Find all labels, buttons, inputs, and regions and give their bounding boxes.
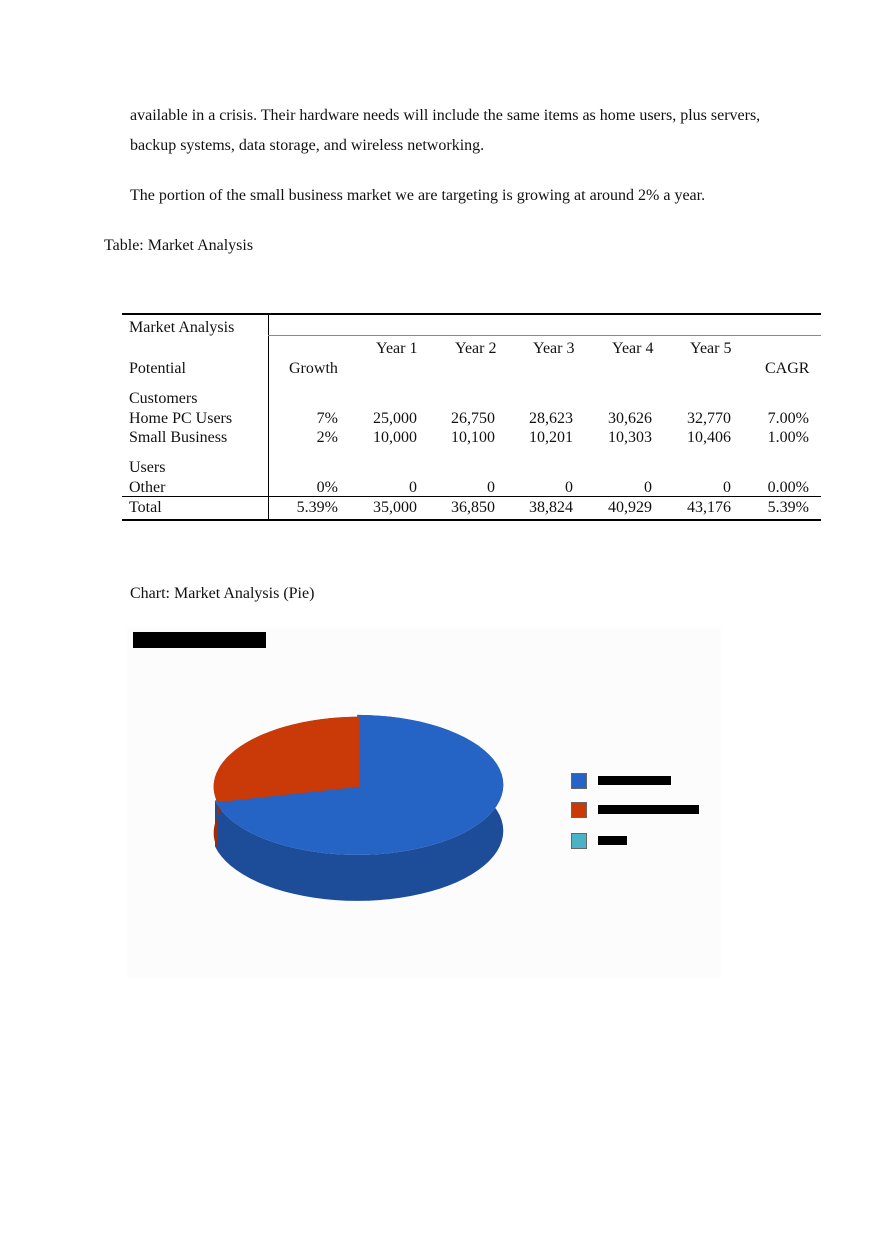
pie-chart [127,628,721,978]
column-header: Potential [129,360,186,377]
table-cell: 5.39% [767,499,809,516]
market-analysis-table [122,313,821,521]
table-divider [268,335,821,336]
table-cell: 25,000 [373,410,417,427]
redacted-legend-label [598,836,627,845]
table-cell: 0.00% [767,479,809,496]
table-cell: 35,000 [373,499,417,516]
table-cell: 36,850 [451,499,495,516]
legend-swatch [571,833,587,849]
table-cell: 38,824 [529,499,573,516]
row-label: Other [129,479,166,496]
table-cell: 0 [565,479,573,496]
redacted-legend-label [598,805,699,814]
table-cell: 26,750 [451,410,495,427]
table-cell: 0% [316,479,338,496]
paragraph-intro [130,101,830,161]
table-cell: 0 [723,479,731,496]
column-header: Year 3 [533,340,575,357]
column-header: Year 2 [455,340,497,357]
column-header: Year 1 [376,340,418,357]
table-cell: 10,406 [687,429,731,446]
table-cell: 2% [316,429,338,446]
table-caption: Table: Market Analysis [104,237,254,254]
row-label: Customers [129,390,198,407]
column-header: Growth [289,360,338,377]
row-label: Users [129,459,166,476]
legend-swatch [571,773,587,789]
table-cell: 28,623 [529,410,573,427]
table-cell: 10,303 [608,429,652,446]
row-label: Home PC Users [129,410,233,427]
paragraph-line: backup systems, data storage, and wireless networking. [130,137,485,154]
table-cell: 10,000 [373,429,417,446]
table-cell: 32,770 [687,410,731,427]
table-cell: 0 [644,479,652,496]
table-cell: 7% [316,410,338,427]
column-header: Year 4 [612,340,654,357]
pie-chart-svg [127,628,721,978]
redacted-legend-label [598,776,671,785]
table-title: Market Analysis [129,319,235,336]
paragraph-growth: The portion of the small business market we are targeting is growing at around 2% a year. [130,187,706,204]
row-label: Total [129,499,162,516]
table-cell: 0 [487,479,495,496]
table-cell: 10,100 [451,429,495,446]
table-cell: 30,626 [608,410,652,427]
chart-caption: Chart: Market Analysis (Pie) [130,585,315,602]
table-cell: 1.00% [767,429,809,446]
paragraph-line: available in a crisis. Their hardware needs will include the same items as home users, plus servers, [130,107,761,124]
table-cell: 0 [409,479,417,496]
legend-swatch [571,802,587,818]
table-cell: 40,929 [608,499,652,516]
column-header: Year 5 [690,340,732,357]
table-cell: 43,176 [687,499,731,516]
row-label: Small Business [129,429,228,446]
table-cell: 5.39% [296,499,338,516]
column-header: CAGR [765,360,810,377]
table-cell: 7.00% [767,410,809,427]
table-cell: 10,201 [529,429,573,446]
